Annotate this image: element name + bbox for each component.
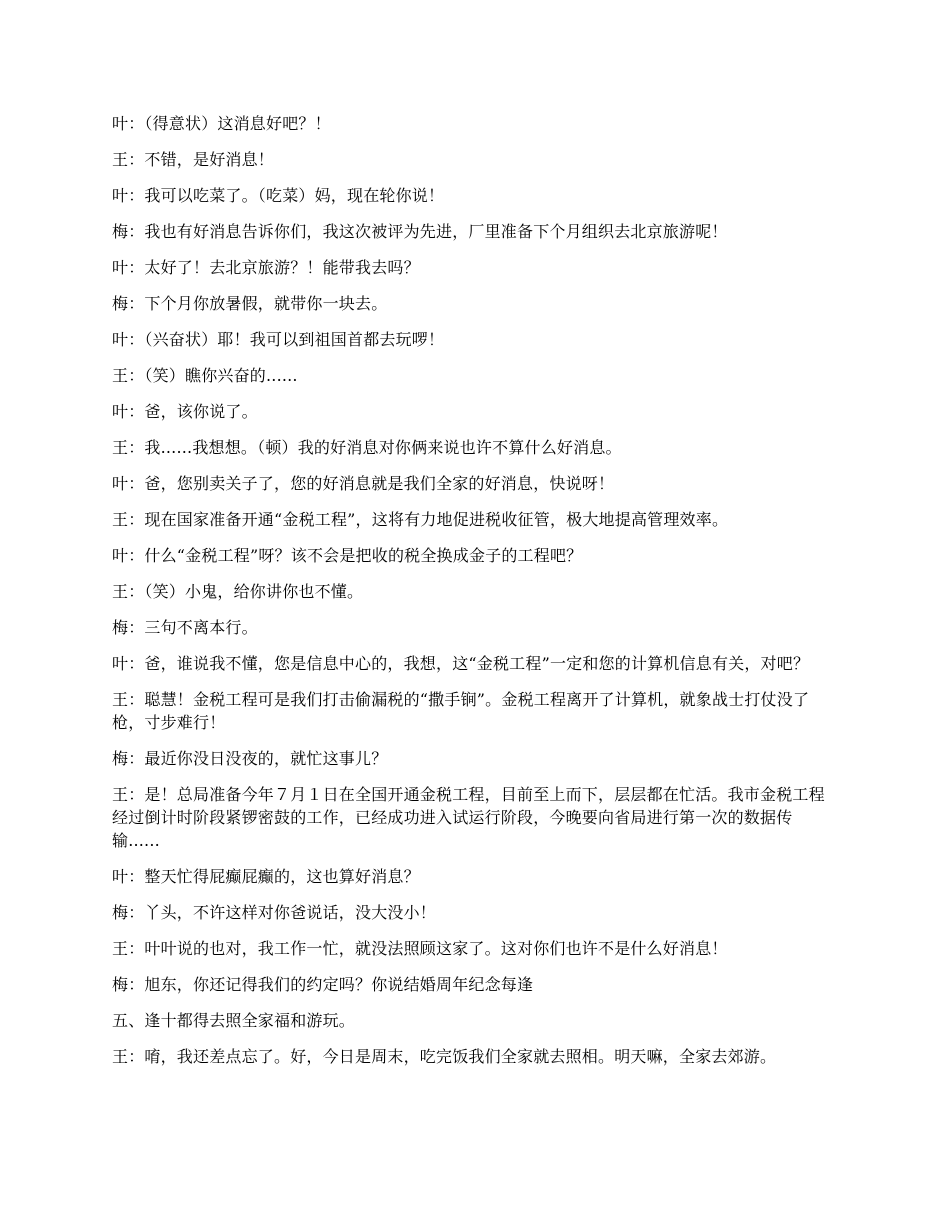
dialogue-line: 王：唷，我还差点忘了。好，今日是周末，吃完饭我们全家就去照相。明天嘛，全家去郊游。 <box>112 1047 777 1066</box>
dialogue-line: 叶：什么“金税工程”呀？该不会是把收的税全换成金子的工程吧？ <box>112 546 583 565</box>
dialogue-line: 五、逢十都得去照全家福和游玩。 <box>112 1011 356 1030</box>
dialogue-line: 王：（笑）瞧你兴奋的...... <box>112 366 298 385</box>
dialogue-line: 叶：太好了！去北京旅游？！能带我去吗？ <box>112 258 420 277</box>
dialogue-line: 梅：丫头，不许这样对你爸说话，没大没小！ <box>112 903 437 922</box>
dialogue-line: 叶：（兴奋状）耶！我可以到祖国首都去玩啰！ <box>112 330 445 349</box>
dialogue-text <box>112 112 840 1081</box>
dialogue-line: 叶：我可以吃菜了。（吃菜）妈，现在轮你说！ <box>112 186 445 205</box>
dialogue-line: 王：不错，是好消息！ <box>112 150 275 169</box>
dialogue-line: 王：我......我想想。（顿）我的好消息对你俩来说也许不算什么好消息。 <box>112 438 622 457</box>
dialogue-line: 梅：旭东，你还记得我们的约定吗？你说结婚周年纪念每逢 <box>112 975 534 994</box>
dialogue-line: 王：叶叶说的也对，我工作一忙，就没法照顾这家了。这对你们也许不是什么好消息！ <box>112 939 728 958</box>
dialogue-line: 王：现在国家准备开通“金税工程”，这将有力地促进税收征管，极大地提高管理效率。 <box>112 510 729 529</box>
dialogue-line: 梅：三句不离本行。 <box>112 618 258 637</box>
dialogue-line: 梅：下个月你放暑假，就带你一块去。 <box>112 294 388 313</box>
dialogue-line: 叶：（得意状）这消息好吧？！ <box>112 114 331 133</box>
dialogue-line: 梅：我也有好消息告诉你们，我这次被评为先进，厂里准备下个月组织去北京旅游呢！ <box>112 222 728 241</box>
dialogue-line: 梅：最近你没日没夜的，就忙这事儿？ <box>112 749 388 768</box>
dialogue-line: 王：（笑）小鬼，给你讲你也不懂。 <box>112 582 364 601</box>
dialogue-line: 叶：爸，谁说我不懂，您是信息中心的，我想，这“金税工程”一定和您的计算机信息有关，对吧？ <box>112 654 810 673</box>
dialogue-line: 王：是！总局准备今年７月１日在全国开通金税工程，目前至上而下，层层都在忙活。我市金税工程经过倒计时阶段紧锣密鼓的工作，已经成功进入试运行阶段，今晚要向省局进行第一次的数据传输...... <box>112 785 825 850</box>
dialogue-line: 叶：整天忙得屁癫屁癫的，这也算好消息？ <box>112 867 420 886</box>
dialogue-line: 叶：爸，该你说了。 <box>112 402 258 421</box>
dialogue-line: 叶：爸，您别卖关子了，您的好消息就是我们全家的好消息，快说呀！ <box>112 474 615 493</box>
dialogue-line: 王：聪慧！金税工程可是我们打击偷漏税的“撒手锏”。金税工程离开了计算机，就象战士打仗没了枪，寸步难行！ <box>112 690 810 732</box>
